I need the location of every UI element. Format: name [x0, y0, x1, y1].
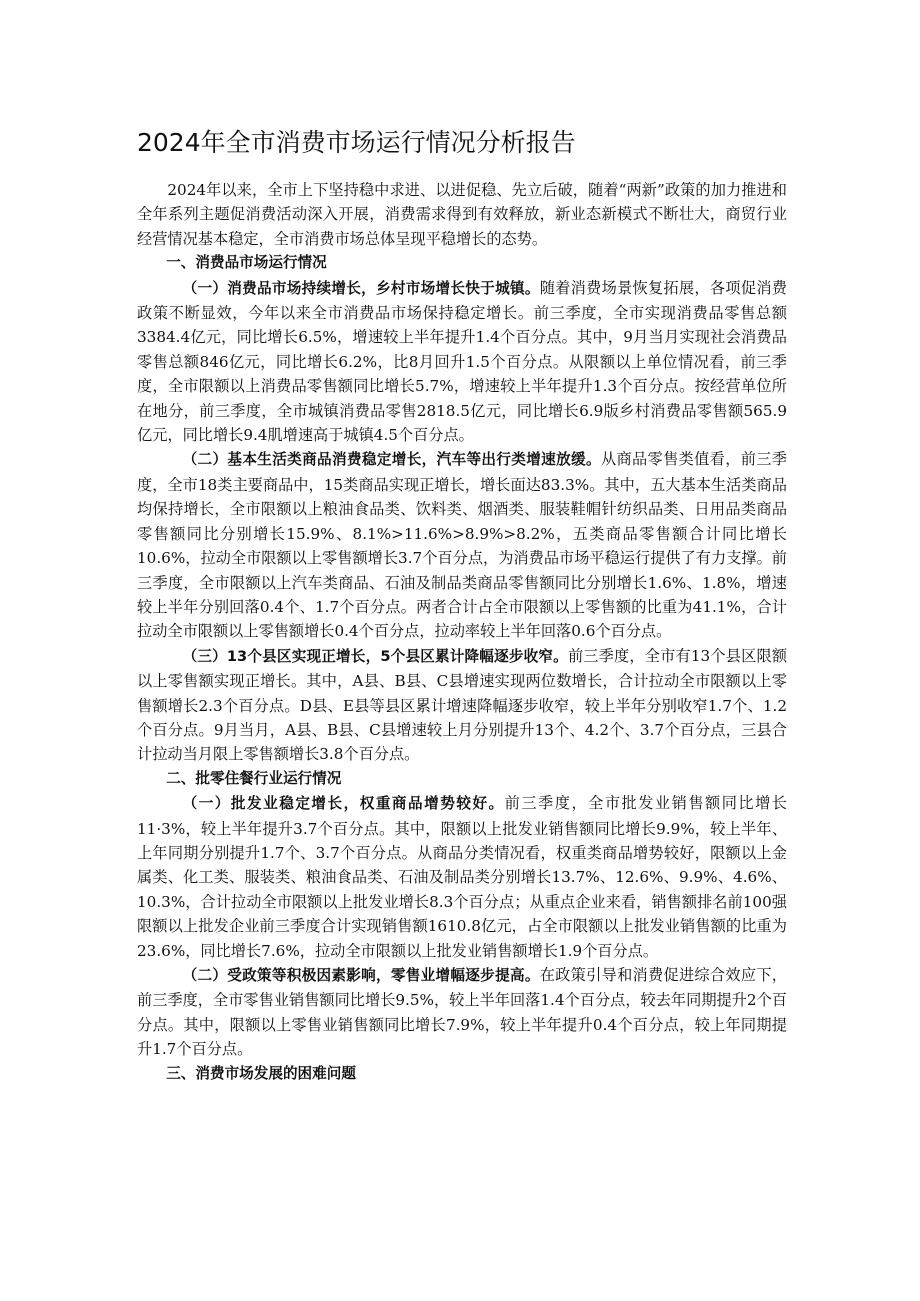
section-heading-2: 二、批零住餐行业运行情况: [166, 769, 342, 787]
section-heading-3: 三、消费市场发展的困难问题: [166, 1064, 356, 1082]
paragraph-text: 前三季度，全市批发业销售额同比增长11·3%，较上半年提升3.7个百分点。其中，限额以上批发业销售额同比增长9.9%，较上半年、上年同期分别提升1.7个、3.7个百分点。从商品分类情况看，权重类商品增势较好，限额以上金属类、化工类、服装类、粮油食品类、石油及制品类分别增长13.7%、12.6%、9.9%、4.6%、10.3%，合计拉动全市限额以上批发业增长8.3个百分点；从重点企业来看，销售额排名前100强限额以上批发企业前三季度合计实现销售额1610.8亿元，占全市限额以上批发业销售额的比重为23.6%，同比增长7.6%，拉动全市限额以上批发业销售额增长1.9个百分点。: [137, 794, 787, 960]
intro-paragraph: 2024年以来，全市上下坚持稳中求进、以进促稳、先立后破，随着“两新”政策的加力推进和全年系列主题促消费活动深入开展，消费需求得到有效释放，新业态新模式不断壮大，商贸行业经营情况基本稳定，全市消费市场总体呈现平稳增长的态势。: [137, 181, 787, 248]
paragraph-text: 随着消费场景恢复拓展，各项促消费政策不断显效，今年以来全市消费品市场保持稳定增长。前三季度，全市实现消费品零售总额3384.4亿元，同比增长6.5%，增速较上半年提升1.4个百分点。其中，9月当月实现社会消费品零售总额846亿元，同比增长6.2%，比8月回升1.5个百分点。从限额以上单位情况看，前三季度，全市限额以上消费品零售额同比增长5.7%，增速较上半年提升1.3个百分点。按经营单位所在地分，前三季度，全市城镇消费品零售2818.5亿元，同比增长6.9版乡村消费品零售额565.9亿元，同比增长9.4肌增速高于城镇4.5个百分点。: [137, 278, 787, 445]
paragraph-lead: （一）消费品市场持续增长，乡村市场增长快于城镇。: [182, 279, 540, 297]
paragraph-lead: （一）批发业稳定增长，权重商品增势较好。: [182, 795, 505, 813]
paragraph-text: 前三季度，全市有13个县区限额以上零售额实现正增长。其中，A县、B县、C县增速实现两位数增长，合计拉动全市限额以上零售额增长2.3个百分点。D县、E县等县区累计增速降幅逐步收窄，较上半年分别收窄1.7个、1.2个百分点。9月当月，A县、B县、C县增速较上月分别提升13个、4.2个、3.7个百分点，三县合计拉动当月限上零售额增长3.8个百分点。: [137, 646, 788, 764]
paragraph-lead: （二）基本生活类商品消费稳定增长，汽车等出行类增速放缓。: [182, 451, 601, 469]
section-heading-1: 一、消费品市场运行情况: [166, 254, 327, 272]
paragraph-1-2: [137, 447, 787, 643]
paragraph-1-1: [137, 276, 787, 448]
document-body: [137, 178, 787, 1086]
document-title: 2024年全市消费市场运行情况分析报告: [137, 128, 576, 157]
paragraph-2-2: [137, 963, 787, 1062]
paragraph-lead: （二）受政策等积极因素影响，零售业增幅逐步提高。: [182, 967, 540, 984]
paragraph-text: 从商品零售类值看，前三季度，全市18类主要商品中，15类商品实现正增长，增长面达83.3%。其中，五大基本生活类商品均保持增长，全市限额以上粮油食品类、饮料类、烟酒类、服装鞋帽针纺织品类、日用品类商品零售额同比分别增长15.9%、8.1%>11.6%>8.9%>8.2%，五类商品零售额合计同比增长10.6%，拉动全市限额以上零售额增长3.7个百分点，为消费品市场平稳运行提供了有力支撑。前三季度，全市限额以上汽车类商品、石油及制品类商品零售额同比分别增长1.6%、1.8%，增速较上半年分别回落0.4个、1.7个百分点。两者合计占全市限额以上零售额的比重为41.1%，合计拉动全市限额以上零售额增长0.4个百分点，拉动率较上半年回落0.6个百分点。: [137, 450, 787, 641]
paragraph-2-1: [137, 791, 787, 963]
paragraph-lead: （三）13个县区实现正增长，5个县区累计降幅逐步收窄。: [182, 647, 568, 665]
paragraph-text: 在政策引导和消费促进综合效应下，前三季度，全市零售业销售额同比增长9.5%，较上半年回落1.4个百分点，较去年同期提升2个百分点。其中，限额以上零售业销售额同比增长7.9%，较上半年提升0.4个百分点，较上年同期提升1.7个百分点。: [137, 966, 787, 1059]
paragraph-1-3: [137, 644, 787, 767]
